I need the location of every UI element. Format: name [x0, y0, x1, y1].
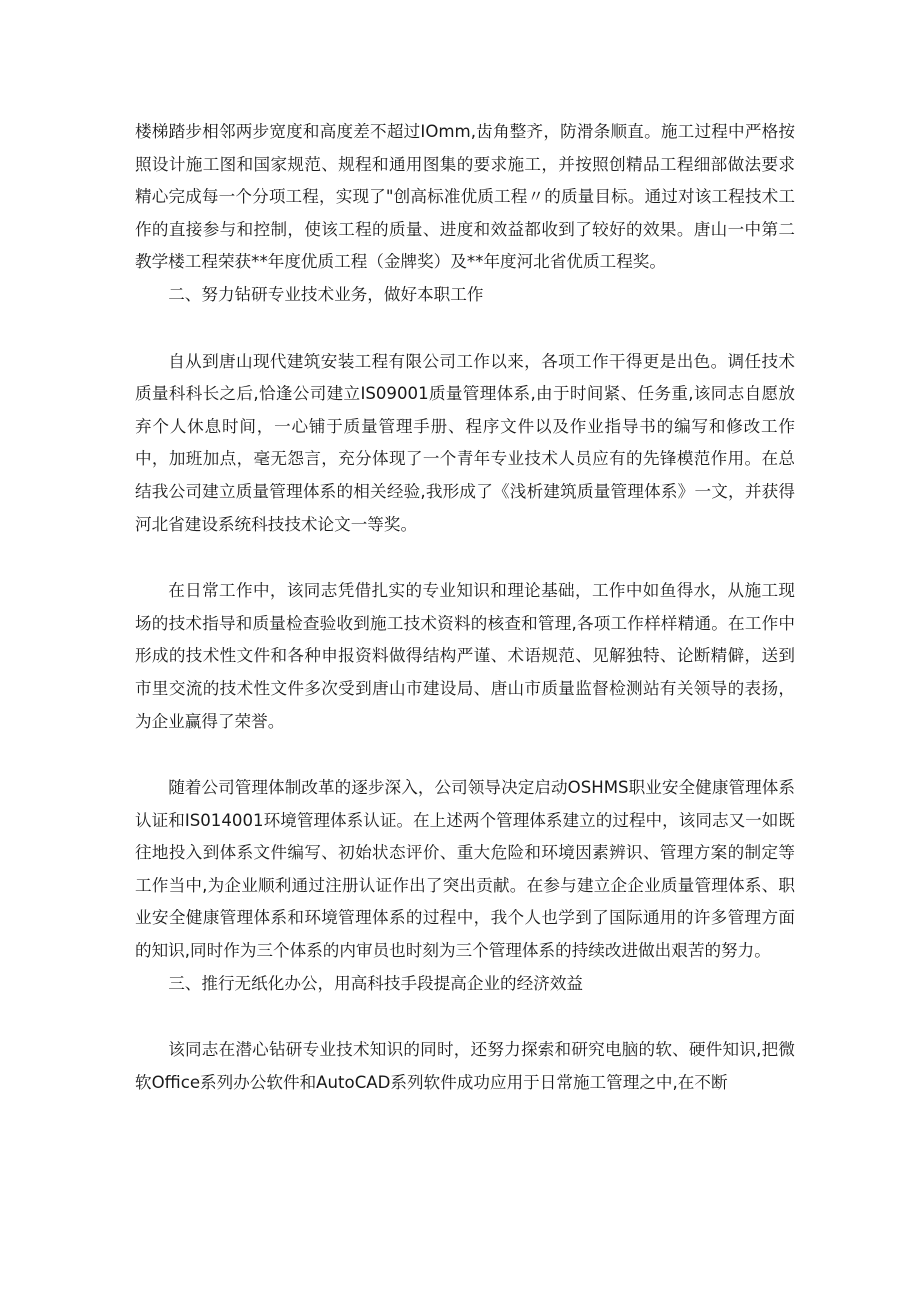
paragraph-management-reform: 随着公司管理体制改革的逐步深入，公司领导决定启动OSHMS职业安全健康管理体系认证和IS014001环境管理体系认证。在上述两个管理体系建立的过程中，该同志又一如既往地投入到体系文件编写、初始状态评价、重大危险和环境因素辨识、管理方案的制定等工作当中,为企业顺利通过注册认证作出了突出贡献。在参与建立企企业质量管理体系、职业安全健康管理体系和环境管理体系的过程中，我个人也学到了国际通用的许多管理方面的知识,同时作为三个体系的内审员也时刻为三个管理体系的持续改进做出艰苦的努力。	[135, 778, 795, 961]
paragraph-daily-work: 在日常工作中，该同志凭借扎实的专业知识和理论基础，工作中如鱼得水，从施工现场的技术指导和质量检查验收到施工技术资料的核查和管理,各项工作样样精通。在工作中形成的技术性文件和各种申报资料做得结构严谨、术语规范、见解独特、论断精僻，送到市里交流的技术性文件多次受到唐山市建设局、唐山市质量监督检测站有关领导的表扬，为企业赢得了荣誉。	[135, 581, 795, 731]
document-page	[135, 116, 795, 1099]
paragraph-project-quality: 楼梯踏步相邻两步宽度和高度差不超过IOmm,齿角整齐，防滑条顺直。施工过程中严格按照设计施工图和国家规范、规程和通用图集的要求施工，并按照创精品工程细部做法要求精心完成每一个分项工程，实现了"创高标准优质工程〃的质量目标。通过对该工程技术工作的直接参与和控制，使该工程的质量、进度和效益都收到了较好的效果。唐山一中第二教学楼工程荣获**年度优质工程（金牌奖）及**年度河北省优质工程奖。	[135, 122, 795, 272]
section-heading-2: 二、努力钻研专业技术业务，做好本职工作	[168, 284, 484, 304]
paragraph-paperless-office: 该同志在潜心钻研专业技术知识的同时，还努力探索和研究电脑的软、硬件知识,把微软Office系列办公软件和AutoCAD系列软件成功应用于日常施工管理之中,在不断	[135, 1040, 795, 1092]
section-heading-3: 三、推行无纸化办公，用高科技手段提高企业的经济效益	[168, 973, 584, 993]
paragraph-quality-system: 自从到唐山现代建筑安装工程有限公司工作以来，各项工作干得更是出色。调任技术质量科科长之后,恰逢公司建立IS09001质量管理体系,由于时间紧、任务重,该同志自愿放弃个人休息时间，一心铺于质量管理手册、程序文件以及作业指导书的编写和修改工作中，加班加点，毫无怨言，充分体现了一个青年专业技术人员应有的先锋模范作用。在总结我公司建立质量管理体系的相关经验,我形成了《浅析建筑质量管理体系》一文，并获得河北省建设系统科技技术论文一等奖。	[135, 351, 795, 534]
